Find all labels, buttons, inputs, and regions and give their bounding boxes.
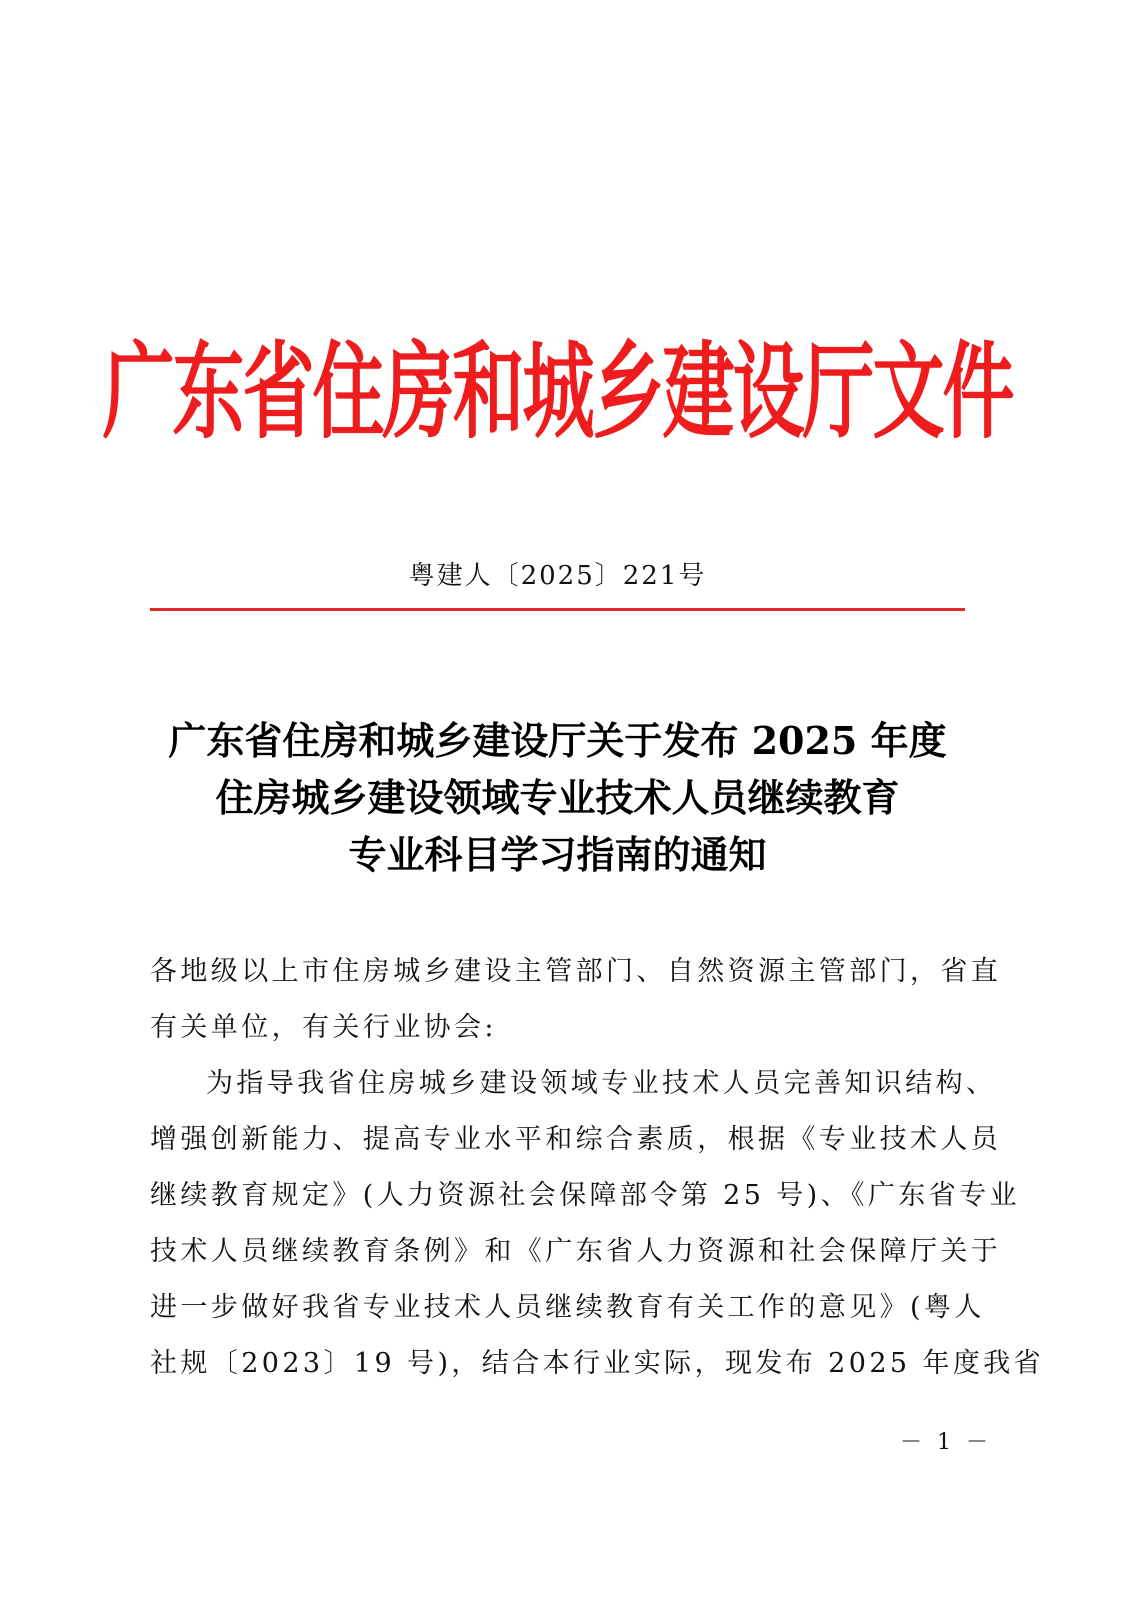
body-paragraph-line: 进一步做好我省专业技术人员继续教育有关工作的意见》(粤人 — [150, 1292, 985, 1323]
notice-title — [150, 712, 965, 883]
body-paragraph-line: 继续教育规定》(人力资源社会保障部令第 25 号)、《广东省专业 — [150, 1180, 1020, 1211]
title-line: 广东省住房和城乡建设厅关于发布 2025 年度 — [168, 718, 947, 763]
body-paragraph-line: 技术人员继续教育条例》和《广东省人力资源和社会保障厅关于 — [150, 1236, 1002, 1267]
addressee-line: 有关单位，有关行业协会: — [150, 1012, 497, 1043]
document-number: 粤建人〔2025〕221号 — [408, 561, 707, 591]
page-number: － 1 － — [900, 1430, 992, 1455]
addressee-line: 各地级以上市住房城乡建设主管部门、自然资源主管部门，省直 — [150, 956, 1002, 987]
red-divider-rule — [150, 608, 965, 611]
body-paragraph-line: 为指导我省住房城乡建设领域专业技术人员完善知识结构、 — [206, 1068, 997, 1099]
masthead-title: 广东省住房和城乡建设厅文件 — [102, 329, 1013, 453]
body-paragraph-line: 社规〔2023〕19 号)，结合本行业实际，现发布 2025 年度我省 — [150, 1348, 1045, 1379]
notice-body — [150, 944, 1045, 1392]
title-line: 住房城乡建设领域专业技术人员继续教育 — [215, 775, 900, 820]
body-paragraph-line: 增强创新能力、提高专业水平和综合素质，根据《专业技术人员 — [150, 1124, 1002, 1155]
title-line: 专业科目学习指南的通知 — [348, 832, 767, 877]
